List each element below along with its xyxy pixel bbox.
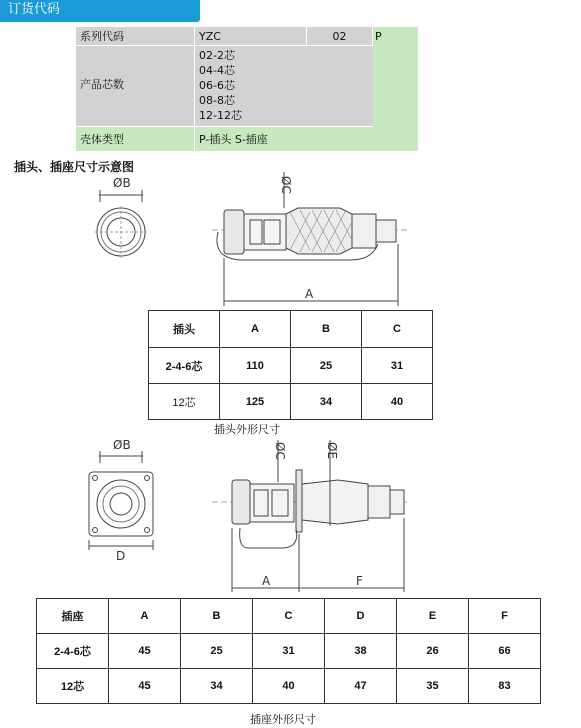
mount-hole: [93, 528, 98, 533]
table-cell: 40: [362, 384, 433, 420]
shell-code: P: [373, 27, 418, 126]
table-row: [37, 634, 541, 669]
socket-caption: 插座外形尺寸: [250, 713, 316, 726]
table-row: [37, 669, 541, 704]
section-title: 插头、插座尺寸示意图: [14, 160, 135, 174]
table-cell: 25: [291, 348, 362, 384]
socket-front-inner: [110, 493, 132, 515]
rear-body: [302, 480, 368, 524]
core-code: 02: [307, 27, 372, 45]
table-cell: 47: [325, 669, 397, 704]
label-series-code: 系列代码: [76, 27, 194, 45]
table-cell: 45: [109, 669, 181, 704]
core-option: 04-4芯: [199, 64, 235, 77]
table-cell: 12芯: [149, 384, 220, 420]
plug-header: A: [220, 311, 291, 348]
table-row: [149, 384, 433, 420]
label-diam-b: ØB: [113, 176, 131, 190]
table-cell: 2-4-6芯: [37, 634, 109, 669]
knurled-grip: [286, 208, 352, 254]
coupling-nut: [232, 480, 250, 524]
table-cell: 35: [397, 669, 469, 704]
table-row: [149, 348, 433, 384]
label-diam-b: ØB: [113, 438, 131, 452]
table-cell: 34: [291, 384, 362, 420]
socket-drawing: [0, 436, 581, 596]
label-core-count: 产品芯数: [76, 46, 194, 126]
mount-hole: [145, 528, 150, 533]
panel-flange: [296, 470, 302, 532]
shell-code-fill: [373, 46, 418, 127]
table-cell: 2-4-6芯: [149, 348, 220, 384]
table-cell: 83: [469, 669, 541, 704]
socket-header: E: [397, 599, 469, 634]
core-option: 02-2芯: [199, 49, 235, 62]
label-shell-type: 壳体类型: [76, 127, 194, 151]
table-cell: 45: [109, 634, 181, 669]
plug-dimension-table: [148, 310, 433, 420]
series-value: YZC: [195, 27, 306, 45]
table-cell: 125: [220, 384, 291, 420]
plug-caption: 插头外形尺寸: [214, 423, 280, 436]
rear-nut: [368, 486, 390, 518]
socket-header: D: [325, 599, 397, 634]
core-option: 08-8芯: [199, 94, 235, 107]
table-cell: 40: [253, 669, 325, 704]
cable-gland: [390, 490, 404, 514]
mount-hole: [93, 476, 98, 481]
plug-drawing: [0, 168, 581, 310]
plug-header: C: [362, 311, 433, 348]
table-cell: 110: [220, 348, 291, 384]
plug-header: B: [291, 311, 362, 348]
table-cell: 31: [253, 634, 325, 669]
socket-header: F: [469, 599, 541, 634]
label-len-a: A: [262, 574, 271, 588]
table-cell: 38: [325, 634, 397, 669]
label-len-a: A: [305, 287, 314, 301]
socket-front-ring: [103, 486, 139, 522]
plug-header: 插头: [149, 311, 220, 348]
socket-header: 插座: [37, 599, 109, 634]
socket-front-outer: [97, 480, 145, 528]
table-cell: 34: [181, 669, 253, 704]
socket-header: A: [109, 599, 181, 634]
core-option: 12-12芯: [199, 109, 242, 122]
core-option: 06-6芯: [199, 79, 235, 92]
table-cell: 25: [181, 634, 253, 669]
cable-gland: [376, 220, 396, 242]
socket-flange: [89, 472, 153, 536]
label-len-d: D: [116, 549, 126, 563]
shell-options: P-插头 S-插座: [195, 127, 418, 151]
label-len-f: F: [356, 574, 363, 588]
label-diam-e: ØE: [325, 442, 339, 460]
table-cell: 26: [397, 634, 469, 669]
label-diam-c: ØC: [273, 442, 287, 460]
core-options: [195, 46, 373, 126]
table-cell: 66: [469, 634, 541, 669]
dust-cap-chain: [240, 528, 297, 548]
cable-clamp: [352, 214, 376, 248]
socket-header: C: [253, 599, 325, 634]
order-code-title: 订货代码: [0, 0, 200, 22]
socket-header: B: [181, 599, 253, 634]
socket-dimension-table: [36, 598, 541, 704]
table-cell: 12芯: [37, 669, 109, 704]
table-cell: 31: [362, 348, 433, 384]
coupling-nut: [224, 210, 244, 254]
label-diam-c: ØC: [279, 176, 293, 194]
mount-hole: [145, 476, 150, 481]
